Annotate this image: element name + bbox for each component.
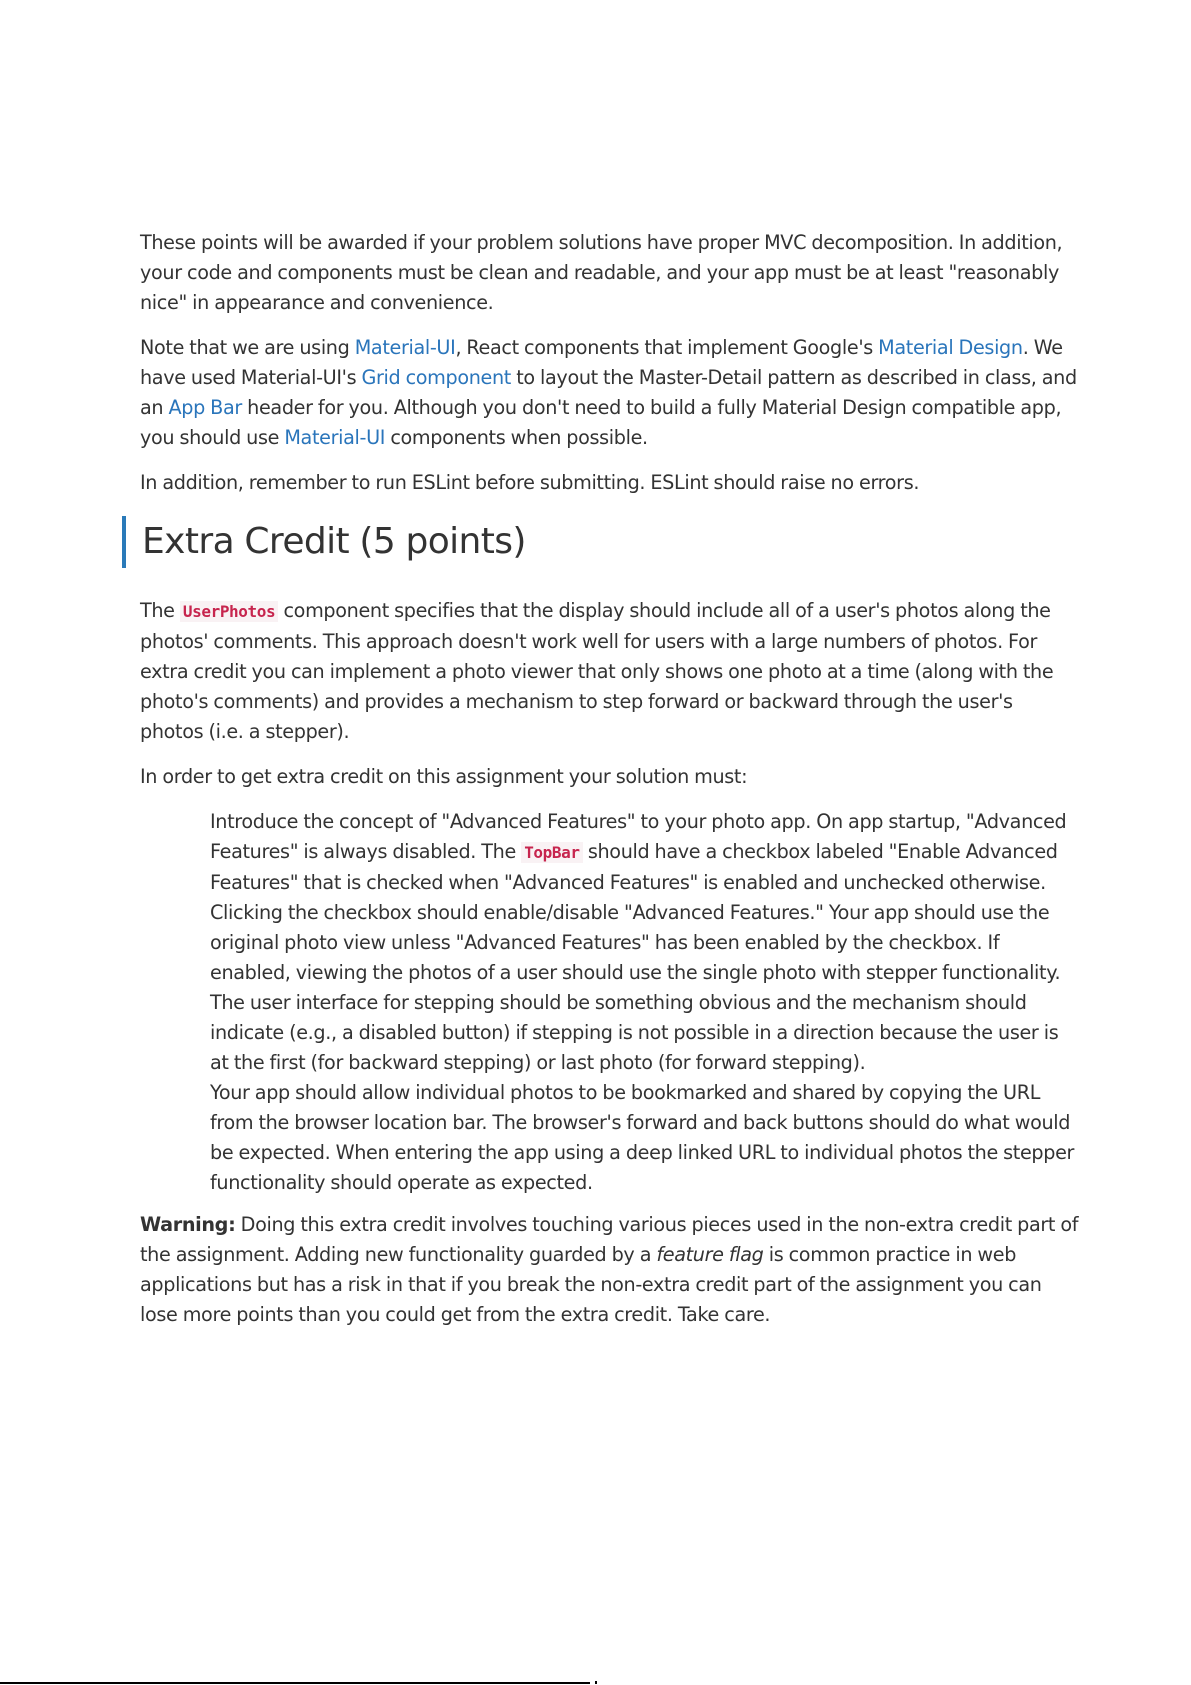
text: should have a checkbox labeled "Enable Advanced Features" that is checked when "Advanced Features" is enabled and unchecked otherwise. Clicking the checkbox should enable/disable "Advanced Features." Your app should use the original photo view unless "Advanced Features" has been enabled by the checkbox. If enabled, viewing the photos of a user should use the single photo with stepper functionality.	[210, 840, 1061, 984]
mvc-paragraph: These points will be awarded if your problem solutions have proper MVC decomposition. In addition, your code and components must be clean and readable, and your app must be at least "reasonably nice" in appearance and convenience.	[140, 231, 1063, 314]
text: . We have used Material-UI's	[140, 336, 1063, 389]
text: Doing this extra credit involves touching various pieces used in the non-extra credit part of the assignment. Adding new functionality guarded by a	[140, 1213, 1079, 1266]
material-ui-link-2[interactable]: Material-UI	[284, 426, 386, 449]
grid-component-link[interactable]: Grid component	[361, 366, 511, 389]
topbar-code: TopBar	[521, 842, 582, 863]
requirement-item	[210, 807, 1080, 988]
text: , React components that implement Google's	[455, 336, 879, 359]
requirements-intro: In order to get extra credit on this assignment your solution must:	[140, 765, 748, 788]
text: component specifies that the display should include all of a user's photos along the photos' comments. This approach doesn't work well for users with a large numbers of photos. For extra credit you can implement a photo viewer that only shows one photo at a time (along with the photo's comments) and provides a mechanism to step forward or backward through the user's photos (i.e. a stepper).	[140, 599, 1054, 743]
text: is common practice in web applications but has a risk in that if you break the non-extra credit part of the assignment you can lose more points than you could get from the extra credit. Take care.	[140, 1243, 1042, 1326]
warning-paragraph	[140, 1210, 1080, 1330]
text: components when possible.	[385, 426, 648, 449]
document-page	[140, 228, 1080, 1345]
material-ui-link[interactable]: Material-UI	[354, 336, 456, 359]
requirement-item: The user interface for stepping should be something obvious and the mechanism should indicate (e.g., a disabled button) if stepping is not possible in a direction because the user is at the first (for backward stepping) or last photo (for forward stepping).	[210, 991, 1059, 1074]
eslint-paragraph: In addition, remember to run ESLint before submitting. ESLint should raise no errors.	[140, 471, 920, 494]
text: Note that we are using	[140, 336, 355, 359]
warning-label: Warning:	[140, 1213, 236, 1236]
bottom-tick	[595, 1681, 597, 1684]
material-design-link[interactable]: Material Design	[878, 336, 1023, 359]
material-ui-paragraph	[140, 333, 1080, 453]
requirements-list	[140, 807, 1080, 1198]
feature-flag-emphasis: feature flag	[656, 1243, 764, 1266]
bottom-rule	[0, 1682, 590, 1684]
userphotos-paragraph	[140, 596, 1080, 747]
text: The	[140, 599, 180, 622]
requirement-item: Your app should allow individual photos to be bookmarked and shared by copying the URL from the browser location bar. The browser's forward and back buttons should do what would be expected. When entering the app using a deep linked URL to individual photos the stepper functionality should operate as expected.	[210, 1081, 1075, 1194]
extra-credit-heading: Extra Credit (5 points)	[122, 516, 1080, 568]
userphotos-code: UserPhotos	[180, 601, 278, 622]
app-bar-link[interactable]: App Bar	[168, 396, 242, 419]
text: to layout the Master-Detail pattern as described in class, and an	[140, 366, 1077, 419]
text: Introduce the concept of "Advanced Features" to your photo app. On app startup, "Advanced Features" is always disabled. The	[210, 810, 1067, 863]
text: header for you. Although you don't need to build a fully Material Design compatible app, you should use	[140, 396, 1062, 449]
